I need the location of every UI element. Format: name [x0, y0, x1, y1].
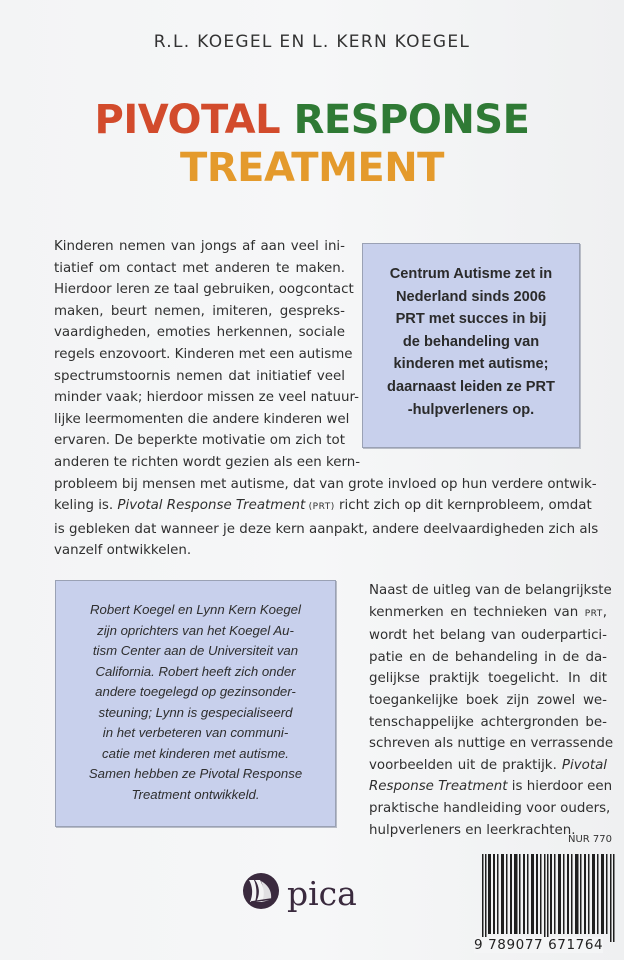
- description-line: [369, 602, 607, 626]
- intro-line: ervaren. De beperkte motivatie om zich tot: [54, 433, 345, 449]
- intro-line: [54, 495, 592, 519]
- callout-line: Centrum Autisme zet in: [389, 266, 553, 282]
- callout-line: Nederland sinds 2006: [395, 288, 547, 305]
- title-italic: Pivotal Response Treatment: [117, 498, 306, 514]
- title-italic: Pivotal: [561, 757, 607, 773]
- description-text: kenmerken en technieken van: [369, 604, 585, 620]
- intro-line: minder vaak; hierdoor missen ze veel natuur-: [54, 390, 359, 406]
- description-text: ,: [602, 604, 607, 620]
- intro-line: lijke leermomenten die andere kinderen wel: [54, 411, 350, 427]
- description-line: [369, 755, 607, 777]
- intro-line: maken, beurt nemen, imiteren, gespreks-: [54, 303, 345, 319]
- isbn-barcode: [482, 854, 618, 942]
- bio-line: andere toegelegd op gezinsonder-: [95, 684, 296, 699]
- description-paragraph: [369, 580, 614, 841]
- description-line: gelijkse praktijk toegelicht. In dit: [369, 671, 607, 687]
- publisher-name: pica: [287, 873, 357, 913]
- bio-line: tism Center aan de Universiteit van: [92, 643, 299, 658]
- bio-line: California. Robert heeft zich onder: [95, 663, 296, 679]
- callout-line: de behandeling van: [402, 333, 540, 350]
- title-italic: Response Treatment: [369, 779, 508, 795]
- bio-line: Treatment ontwikkeld.: [131, 786, 260, 802]
- book-title: [0, 96, 624, 192]
- description-line: praktische handleiding voor ouders,: [369, 800, 611, 816]
- intro-line: is gebleken dat wanneer je deze kern aanpakt, andere deelvaardigheden zich als: [54, 521, 599, 537]
- intro-line: vanzelf ontwikkelen.: [54, 543, 192, 559]
- bio-line: steuning; Lynn is gespecialiseerd: [98, 704, 293, 720]
- author-bio-box: [55, 580, 336, 827]
- description-line: Naast de uitleg van de belangrijkste: [369, 583, 612, 598]
- intro-paragraph-wide: [54, 474, 599, 562]
- description-line: toegankelijke boek zijn zowel we-: [369, 692, 607, 708]
- description-line: hulpverleners en leerkrachten.: [369, 822, 576, 838]
- intro-line: Kinderen nemen van jongs af aan veel ini-: [54, 239, 345, 254]
- callout-text: [363, 263, 579, 421]
- publisher-logo: [241, 869, 357, 917]
- prt-abbrev: (PRT): [305, 502, 335, 513]
- prt-abbrev: PRT: [584, 608, 603, 619]
- callout-line: PRT met succes in bij: [395, 311, 547, 328]
- description-line: patie en de behandeling in de da-: [369, 649, 607, 665]
- bio-line: catie met kinderen met autisme.: [102, 745, 289, 761]
- intro-text: richt zich op dit kernprobleem, omdat: [334, 498, 592, 514]
- bio-line: Samen hebben ze Pivotal Response: [88, 766, 303, 781]
- title-word-response: RESPONSE: [293, 97, 530, 143]
- bio-line: Robert Koegel en Lynn Kern Koegel: [90, 602, 301, 617]
- author-bio-text: [56, 600, 335, 805]
- intro-line: vaardigheden, emoties herkennen, sociale: [54, 325, 345, 341]
- intro-line: probleem bij mensen met autisme, dat van grote invloed op hun verdere ontwik-: [54, 476, 597, 492]
- intro-line: spectrumstoornis nemen dat initiatief veel: [54, 368, 345, 384]
- intro-paragraph: [54, 236, 361, 474]
- callout-box: [362, 243, 580, 448]
- description-line: schreven als nuttige en verrassende: [369, 736, 614, 752]
- authors-line: R.L. KOEGEL EN L. KERN KOEGEL: [153, 32, 471, 52]
- description-text: voorbeelden uit de praktijk.: [369, 757, 562, 773]
- description-line: tenschappelijke achtergronden be-: [369, 714, 607, 730]
- description-line: wordt het belang van ouderpartici-: [369, 628, 607, 644]
- bio-line: zijn oprichters van het Koegel Au-: [97, 622, 294, 638]
- intro-line: anderen te richten wordt gezien als een kern-: [54, 454, 361, 470]
- intro-line: Hierdoor leren ze taal gebruiken, oogcontact: [54, 282, 354, 298]
- isbn-number: 9 789077 671764: [474, 937, 604, 953]
- nur-code: NUR 770: [568, 834, 613, 845]
- bio-line: in het verbeteren van communi-: [102, 725, 289, 740]
- intro-line: regels enzovoort. Kinderen met een autisme: [54, 346, 353, 362]
- ship-sail-icon: [241, 871, 281, 915]
- title-word-treatment: TREATMENT: [180, 145, 444, 191]
- intro-text: keling is.: [54, 498, 118, 514]
- title-word-pivotal: PIVOTAL: [94, 97, 281, 143]
- description-line: [369, 776, 613, 798]
- callout-line: kinderen met autisme;: [393, 356, 549, 373]
- callout-line: -hulpverleners op.: [407, 401, 535, 418]
- description-text: is hierdoor een: [507, 779, 613, 795]
- callout-line: daarnaast leiden ze PRT: [387, 378, 555, 395]
- intro-line: tiatief om contact met anderen te maken.: [54, 260, 345, 276]
